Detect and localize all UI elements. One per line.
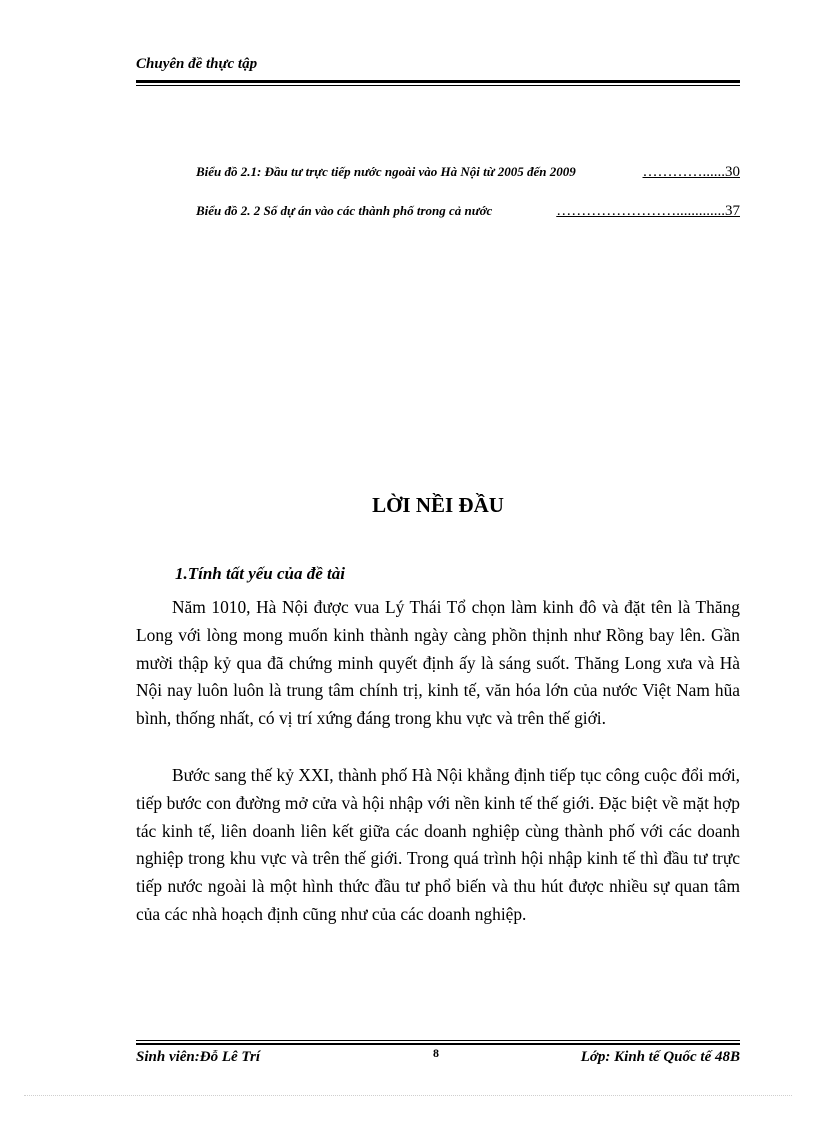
footer-rule-thin: [136, 1040, 740, 1041]
header-rule: [136, 80, 740, 83]
toc-entry-label: Biểu đồ 2.1: Đầu tư trực tiếp nước ngoài vào Hà Nội từ 2005 đến 2009: [196, 164, 576, 179]
toc-entry-leader: …………......: [642, 164, 725, 180]
page-header: Chuyên đề thực tập: [136, 56, 258, 72]
subsection-heading: 1.Tính tất yếu của đề tài: [175, 564, 345, 583]
toc-entry-page: 37: [725, 203, 740, 219]
body-paragraph: Năm 1010, Hà Nội được vua Lý Thái Tổ chọn làm kinh đô và đặt tên là Thăng Long với lòng mong muốn kinh thành ngày càng phồn thịnh như Rồng bay lên. Gần mười thập kỷ qua đã chứng minh quyết định ấy là sáng suốt. Thăng Long xưa và Hà Nội nay luôn luôn là trung tâm chính trị, kinh tế, văn hóa lớn của nước Việt Nam hũa bình, thống nhất, có vị trí xứng đáng trong khu vực và trên thế giới.: [136, 597, 740, 729]
header-rule-thin: [136, 85, 740, 86]
toc-entry[interactable]: [196, 164, 740, 181]
toc-entry-leader: …………………….............: [556, 203, 725, 219]
footer-page-number: 8: [433, 1046, 439, 1060]
toc-entry-label: Biểu đồ 2. 2 Số dự án vào các thành phố trong cả nước: [196, 203, 493, 218]
section-title: LỜI NỀI ĐẦU: [372, 493, 504, 517]
footer-class: Lớp: Kinh tế Quốc tế 48B: [580, 1049, 740, 1065]
body-paragraph: Bước sang thế kỷ XXI, thành phố Hà Nội khẳng định tiếp tục công cuộc đổi mới, tiếp bước con đường mở cửa và hội nhập với nền kinh tế thế giới. Đặc biệt về mặt hợp tác kinh tế, liên doanh liên kết giữa các doanh nghiệp cùng thành phố với các doanh nghiệp trong khu vực và trên thế giới. Trong quá trình hội nhập kinh tế thì đầu tư trực tiếp nước ngoài là một hình thức đầu tư phổ biến và thu hút được nhiều sự quan tâm của các nhà hoạch định cũng như của các doanh nghiệp.: [136, 765, 740, 924]
page-bottom-border: [24, 1095, 792, 1096]
footer-student: Sinh viên:Đỗ Lê Trí: [136, 1049, 261, 1065]
footer-rule: [136, 1043, 740, 1045]
toc-entry[interactable]: [196, 203, 740, 220]
toc-entry-page: 30: [725, 164, 740, 180]
